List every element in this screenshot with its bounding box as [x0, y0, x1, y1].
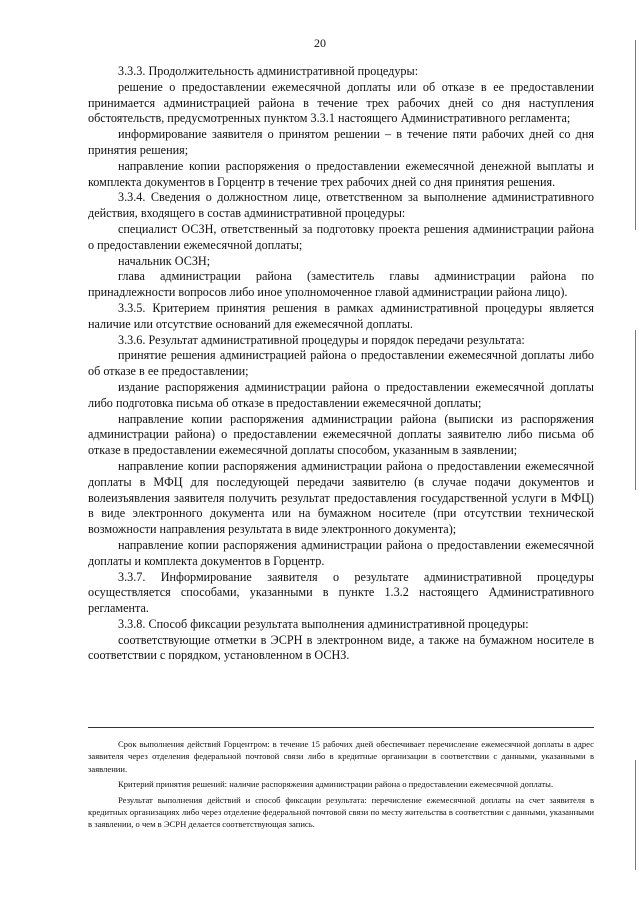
paragraph: направление копии распоряжения о предоставлении ежемесячной денежной выплаты и комплекта документов в Горцентр в течение трех рабочих дней со дня принятия решения. — [88, 158, 594, 189]
scan-edge-mark — [635, 760, 636, 870]
paragraph: 3.3.3. Продолжительность административной процедуры: — [118, 64, 419, 78]
paragraph: 3.3.5. Критерием принятия решения в рамках административной процедуры является наличие или отсутствие оснований для ежемесячной доплаты. — [88, 300, 594, 331]
paragraph: информирование заявителя о принятом решении – в течение пяти рабочих дней со дня принятия решения; — [88, 127, 594, 157]
paragraph: направление копии распоряжения администрации района (выписки из распоряжения администрации района) о предоставлении ежемесячной доплаты заявителю либо письма об отказе в предоставлении ежемесячной доплаты способом, указанным в заявлении; — [88, 411, 594, 458]
footnote: Срок выполнения действий Горцентром: в течение 15 рабочих дней обеспечивает перечисление ежемесячной доплаты в адрес заявителя через отделения федеральной почтовой связи либо в кредитные организации в соответствии с данными, указанными в заявлении. — [88, 739, 594, 774]
paragraph: издание распоряжения администрации района о предоставлении ежемесячной доплаты либо подготовка письма об отказе в предоставлении ежемесячной доплаты; — [88, 379, 594, 410]
paragraph: направление копии распоряжения администрации района о предоставлении ежемесячной доплаты и комплекта документов в Горцентр. — [88, 537, 594, 568]
paragraph: принятие решения администрацией района о предоставлении ежемесячной доплаты либо об отказе в ее предоставлении; — [88, 348, 594, 379]
paragraph: 3.3.4. Сведения о должностном лице, ответственном за выполнение административного действия, входящего в состав административной процедуры: — [88, 190, 594, 221]
footnote: Результат выполнения действий и способ фиксации результата: перечисление ежемесячной доплаты на счет заявителя в кредитных организациях либо через отделение федеральной почтовой связи по месту жительства в соответствии с данными, указанными в заявлении, о чем в ЭСРН делается соответствующая запись. — [88, 794, 594, 830]
footnote-divider — [88, 727, 594, 728]
paragraph: соответствующие отметки в ЭСРН в электронном виде, а также на бумажном носителе в соответствии с порядком, установленном в ОСНЗ. — [88, 632, 594, 663]
paragraph: глава администрации района (заместитель главы администрации района по принадлежности вопросов либо иное уполномоченное главой администрации района лицо). — [88, 269, 594, 300]
document-body — [88, 64, 594, 664]
paragraph: 3.3.7. Информирование заявителя о результате административной процедуры осуществляется способами, указанными в пункте 1.3.2 настоящего Административного регламента. — [88, 569, 594, 616]
scan-edge-mark — [635, 330, 636, 490]
paragraph: начальник ОСЗН; — [118, 253, 211, 268]
footnotes — [88, 738, 594, 834]
paragraph: 3.3.8. Способ фиксации результата выполнения административной процедуры: — [118, 616, 529, 631]
scan-edge-mark — [635, 40, 636, 230]
footnote: Критерий принятия решений: наличие распоряжения администрации района о предоставлении ежемесячной доплаты. — [118, 779, 554, 790]
paragraph: решение о предоставлении ежемесячной доплаты или об отказе в ее предоставлении принимается администрацией района в течение трех рабочих дней со дня наступления обстоятельств, предусмотренных пунктом 3.3.1 настоящего Административного регламента; — [88, 79, 594, 126]
paragraph: специалист ОСЗН, ответственный за подготовку проекта решения администрации района о предоставлении ежемесячной доплаты; — [88, 221, 594, 252]
paragraph: направление копии распоряжения администрации района о предоставлении ежемесячной доплаты в МФЦ для последующей передачи заявителю (в случае подачи документов и волеизъявления заявителя получить результат предоставления государственной услуги в МФЦ) в виде электронного документа или на бумажном носителе (при отсутствии технической возможности направления результата в виде электронного документа); — [88, 458, 594, 537]
paragraph: 3.3.6. Результат административной процедуры и порядок передачи результата: — [118, 332, 525, 347]
page-number: 20 — [314, 36, 326, 50]
